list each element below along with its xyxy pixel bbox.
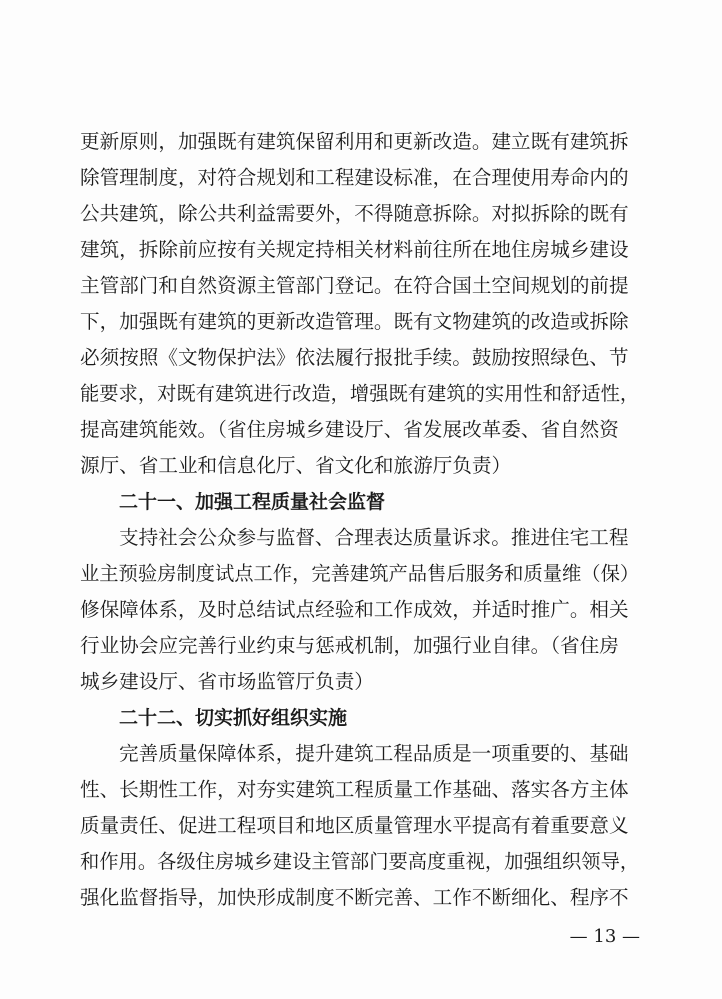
text-line: 能要求，对既有建筑进行改造，增强既有建筑的实用性和舒适性， xyxy=(80,382,640,405)
text-line: 源厅、省工业和信息化厅、省文化和旅游厅负责） xyxy=(80,454,512,477)
page-number: — 13 — xyxy=(569,926,640,947)
text-line: 质量责任、促进工程项目和地区质量管理水平提高有着重要意义 xyxy=(80,814,629,837)
text-line: 公共建筑，除公共利益需要外，不得随意拆除。对拟拆除的既有 xyxy=(80,202,629,225)
text-line: 修保障体系，及时总结试点经验和工作成效，并适时推广。相关 xyxy=(80,598,629,621)
text-line: 行业协会应完善行业约束与惩戒机制，加强行业自律。（省住房 xyxy=(80,634,619,657)
section-heading-21: 二十一、加强工程质量社会监督 xyxy=(119,491,386,513)
text-line: 城乡建设厅、省市场监管厅负责） xyxy=(80,670,374,693)
text-line: 主管部门和自然资源主管部门登记。在符合国土空间规划的前提 xyxy=(80,274,629,297)
text-line: 更新原则，加强既有建筑保留利用和更新改造。建立既有建筑拆 xyxy=(80,130,629,153)
text-line: 支持社会公众参与监督、合理表达质量诉求。推进住宅工程 xyxy=(119,526,629,549)
text-line: 性、长期性工作，对夯实建筑工程质量工作基础、落实各方主体 xyxy=(80,778,629,801)
section-heading-22: 二十二、切实抓好组织实施 xyxy=(119,707,348,729)
text-line: 提高建筑能效。（省住房城乡建设厅、省发展改革委、省自然资 xyxy=(80,418,619,441)
text-line: 除管理制度，对符合规划和工程建设标准，在合理使用寿命内的 xyxy=(80,166,629,189)
text-line: 和作用。各级住房城乡建设主管部门要高度重视，加强组织领导， xyxy=(80,850,640,873)
text-line: 完善质量保障体系，提升建筑工程品质是一项重要的、基础 xyxy=(119,742,629,765)
text-line: 建筑，拆除前应按有关规定持相关材料前往所在地住房城乡建设 xyxy=(80,238,629,261)
text-line: 必须按照《文物保护法》依法履行报批手续。鼓励按照绿色、节 xyxy=(80,346,629,369)
text-line: 业主预验房制度试点工作，完善建筑产品售后服务和质量维（保） xyxy=(80,562,640,585)
text-line: 下，加强既有建筑的更新改造管理。既有文物建筑的改造或拆除 xyxy=(80,310,629,333)
text-line: 强化监督指导，加快形成制度不断完善、工作不断细化、程序不 xyxy=(80,886,629,909)
